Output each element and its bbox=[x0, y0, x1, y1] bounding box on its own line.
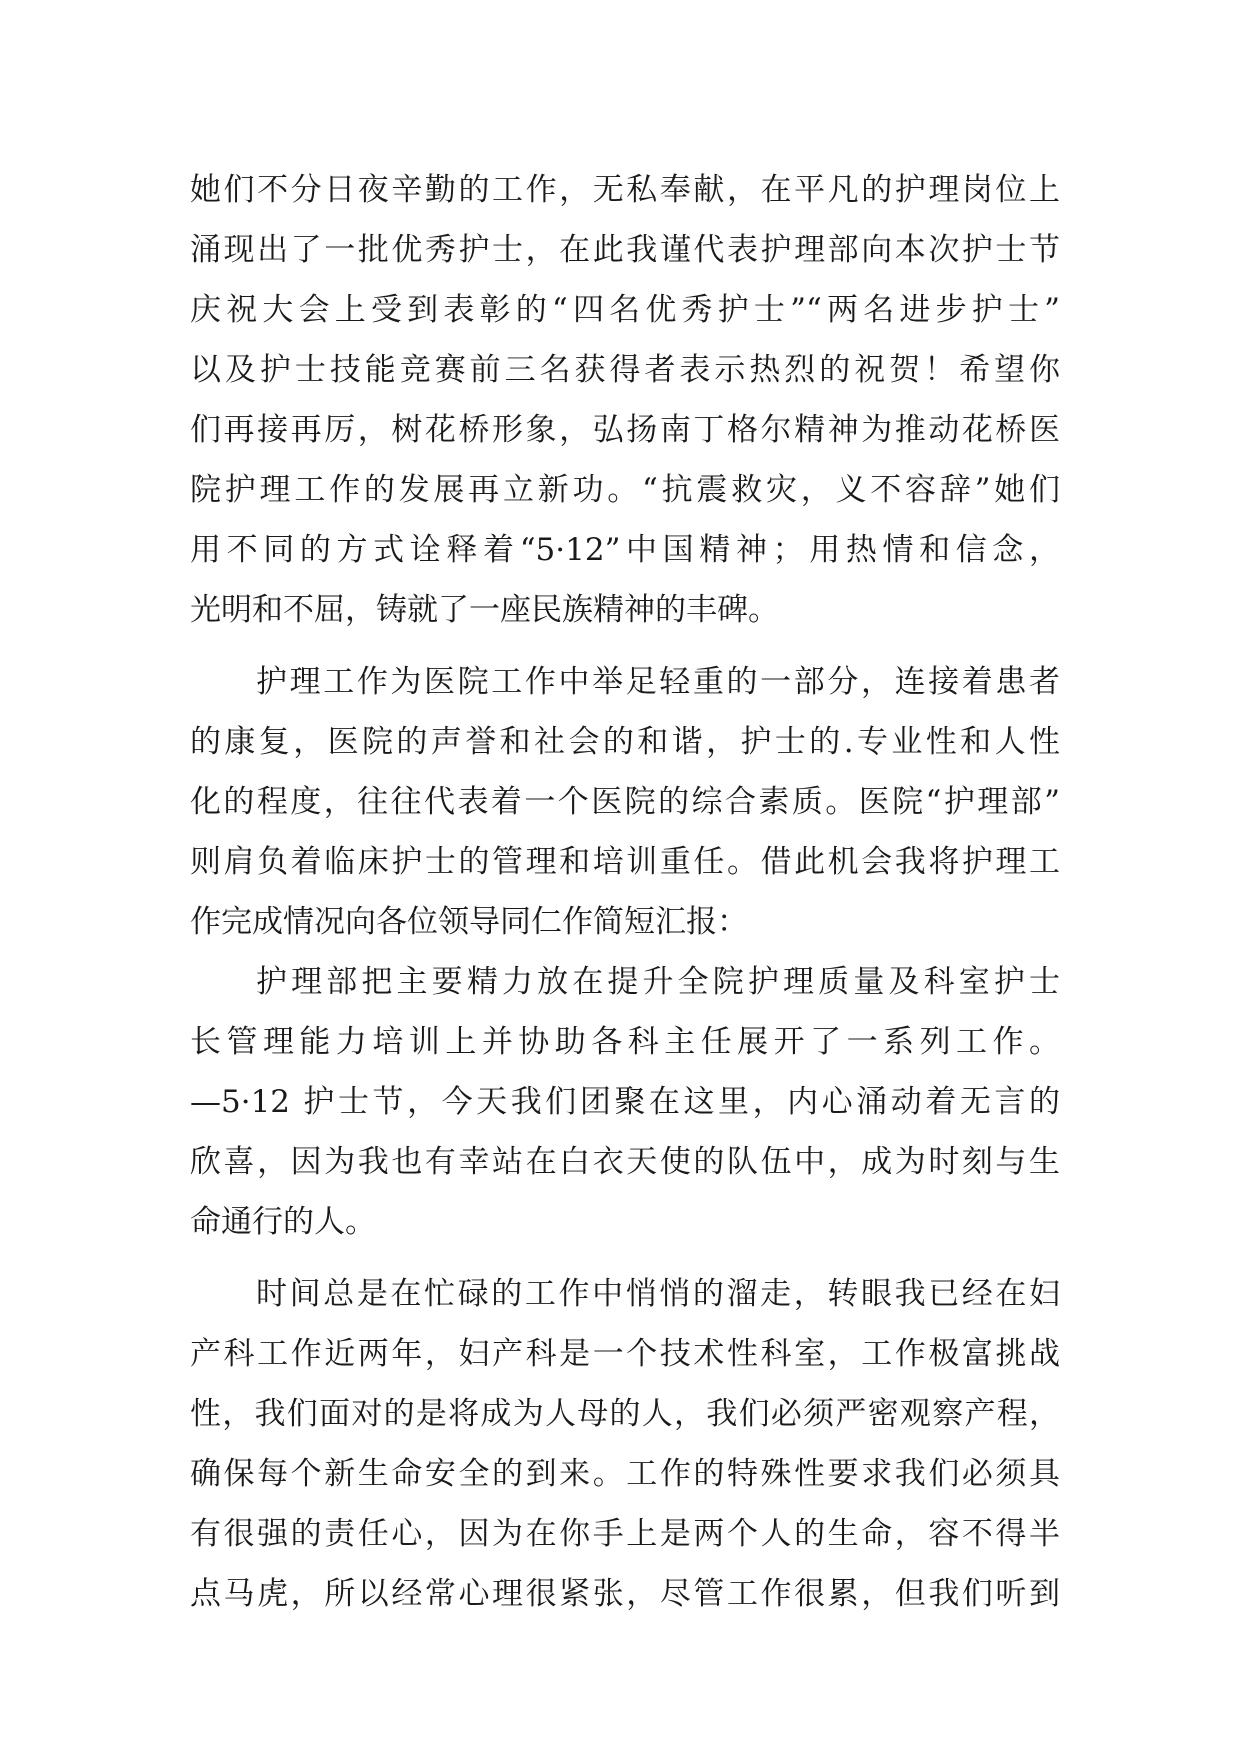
text-line: 欣喜，因为我也有幸站在白衣天使的队伍中，成为时刻与生 bbox=[190, 1144, 1060, 1180]
paragraph-3 bbox=[190, 952, 1060, 1252]
text-line: 们再接再厉，树花桥形象，弘扬南丁格尔精神为推动花桥医 bbox=[190, 412, 1060, 448]
paragraph-1 bbox=[190, 160, 1060, 640]
text-line: 涌现出了一批优秀护士，在此我谨代表护理部向本次护士节 bbox=[190, 232, 1060, 268]
text-line: 庆祝大会上受到表彰的“四名优秀护士”“两名进步护士” bbox=[190, 292, 1060, 328]
paragraph-4 bbox=[190, 1264, 1060, 1624]
text-line: —5·12 护士节，今天我们团聚在这里，内心涌动着无言的 bbox=[190, 1084, 1060, 1120]
text-line: 则肩负着临床护士的管理和培训重任。借此机会我将护理工 bbox=[190, 844, 1060, 880]
text-line: 长管理能力培训上并协助各科主任展开了一系列工作。 bbox=[190, 1024, 1060, 1060]
text-line: 命通行的人。 bbox=[190, 1204, 376, 1240]
text-line: 她们不分日夜辛勤的工作，无私奉献，在平凡的护理岗位上 bbox=[190, 172, 1060, 208]
paragraph-gap bbox=[190, 640, 1060, 652]
text-line: 有很强的责任心，因为在你手上是两个人的生命，容不得半 bbox=[190, 1516, 1060, 1552]
text-line: 院护理工作的发展再立新功。“抗震救灾，义不容辞”她们 bbox=[190, 472, 1060, 508]
text-line: 的康复，医院的声誉和社会的和谐，护士的.专业性和人性 bbox=[190, 724, 1060, 760]
text-line: 化的程度，往往代表着一个医院的综合素质。医院“护理部” bbox=[190, 784, 1060, 820]
text-line: 点马虎，所以经常心理很紧张，尽管工作很累，但我们听到 bbox=[190, 1576, 1060, 1612]
paragraph-gap bbox=[190, 1252, 1060, 1264]
text-line: 以及护士技能竞赛前三名获得者表示热烈的祝贺！希望你 bbox=[190, 352, 1060, 388]
text-line: 时间总是在忙碌的工作中悄悄的溜走，转眼我已经在妇 bbox=[256, 1276, 1060, 1312]
text-line: 产科工作近两年，妇产科是一个技术性科室，工作极富挑战 bbox=[190, 1336, 1060, 1372]
document-page bbox=[190, 160, 1060, 1624]
text-line: 光明和不屈，铸就了一座民族精神的丰碑。 bbox=[190, 592, 779, 628]
text-line: 作完成情况向各位领导同仁作简短汇报： bbox=[190, 904, 748, 940]
text-line: 确保每个新生命安全的到来。工作的特殊性要求我们必须具 bbox=[190, 1456, 1060, 1492]
text-line: 护理工作为医院工作中举足轻重的一部分，连接着患者 bbox=[256, 664, 1060, 700]
text-line: 性，我们面对的是将成为人母的人，我们必须严密观察产程， bbox=[190, 1396, 1060, 1432]
text-line: 用不同的方式诠释着“5·12”中国精神；用热情和信念， bbox=[190, 532, 1060, 568]
paragraph-2 bbox=[190, 652, 1060, 952]
text-line: 护理部把主要精力放在提升全院护理质量及科室护士 bbox=[256, 964, 1060, 1000]
